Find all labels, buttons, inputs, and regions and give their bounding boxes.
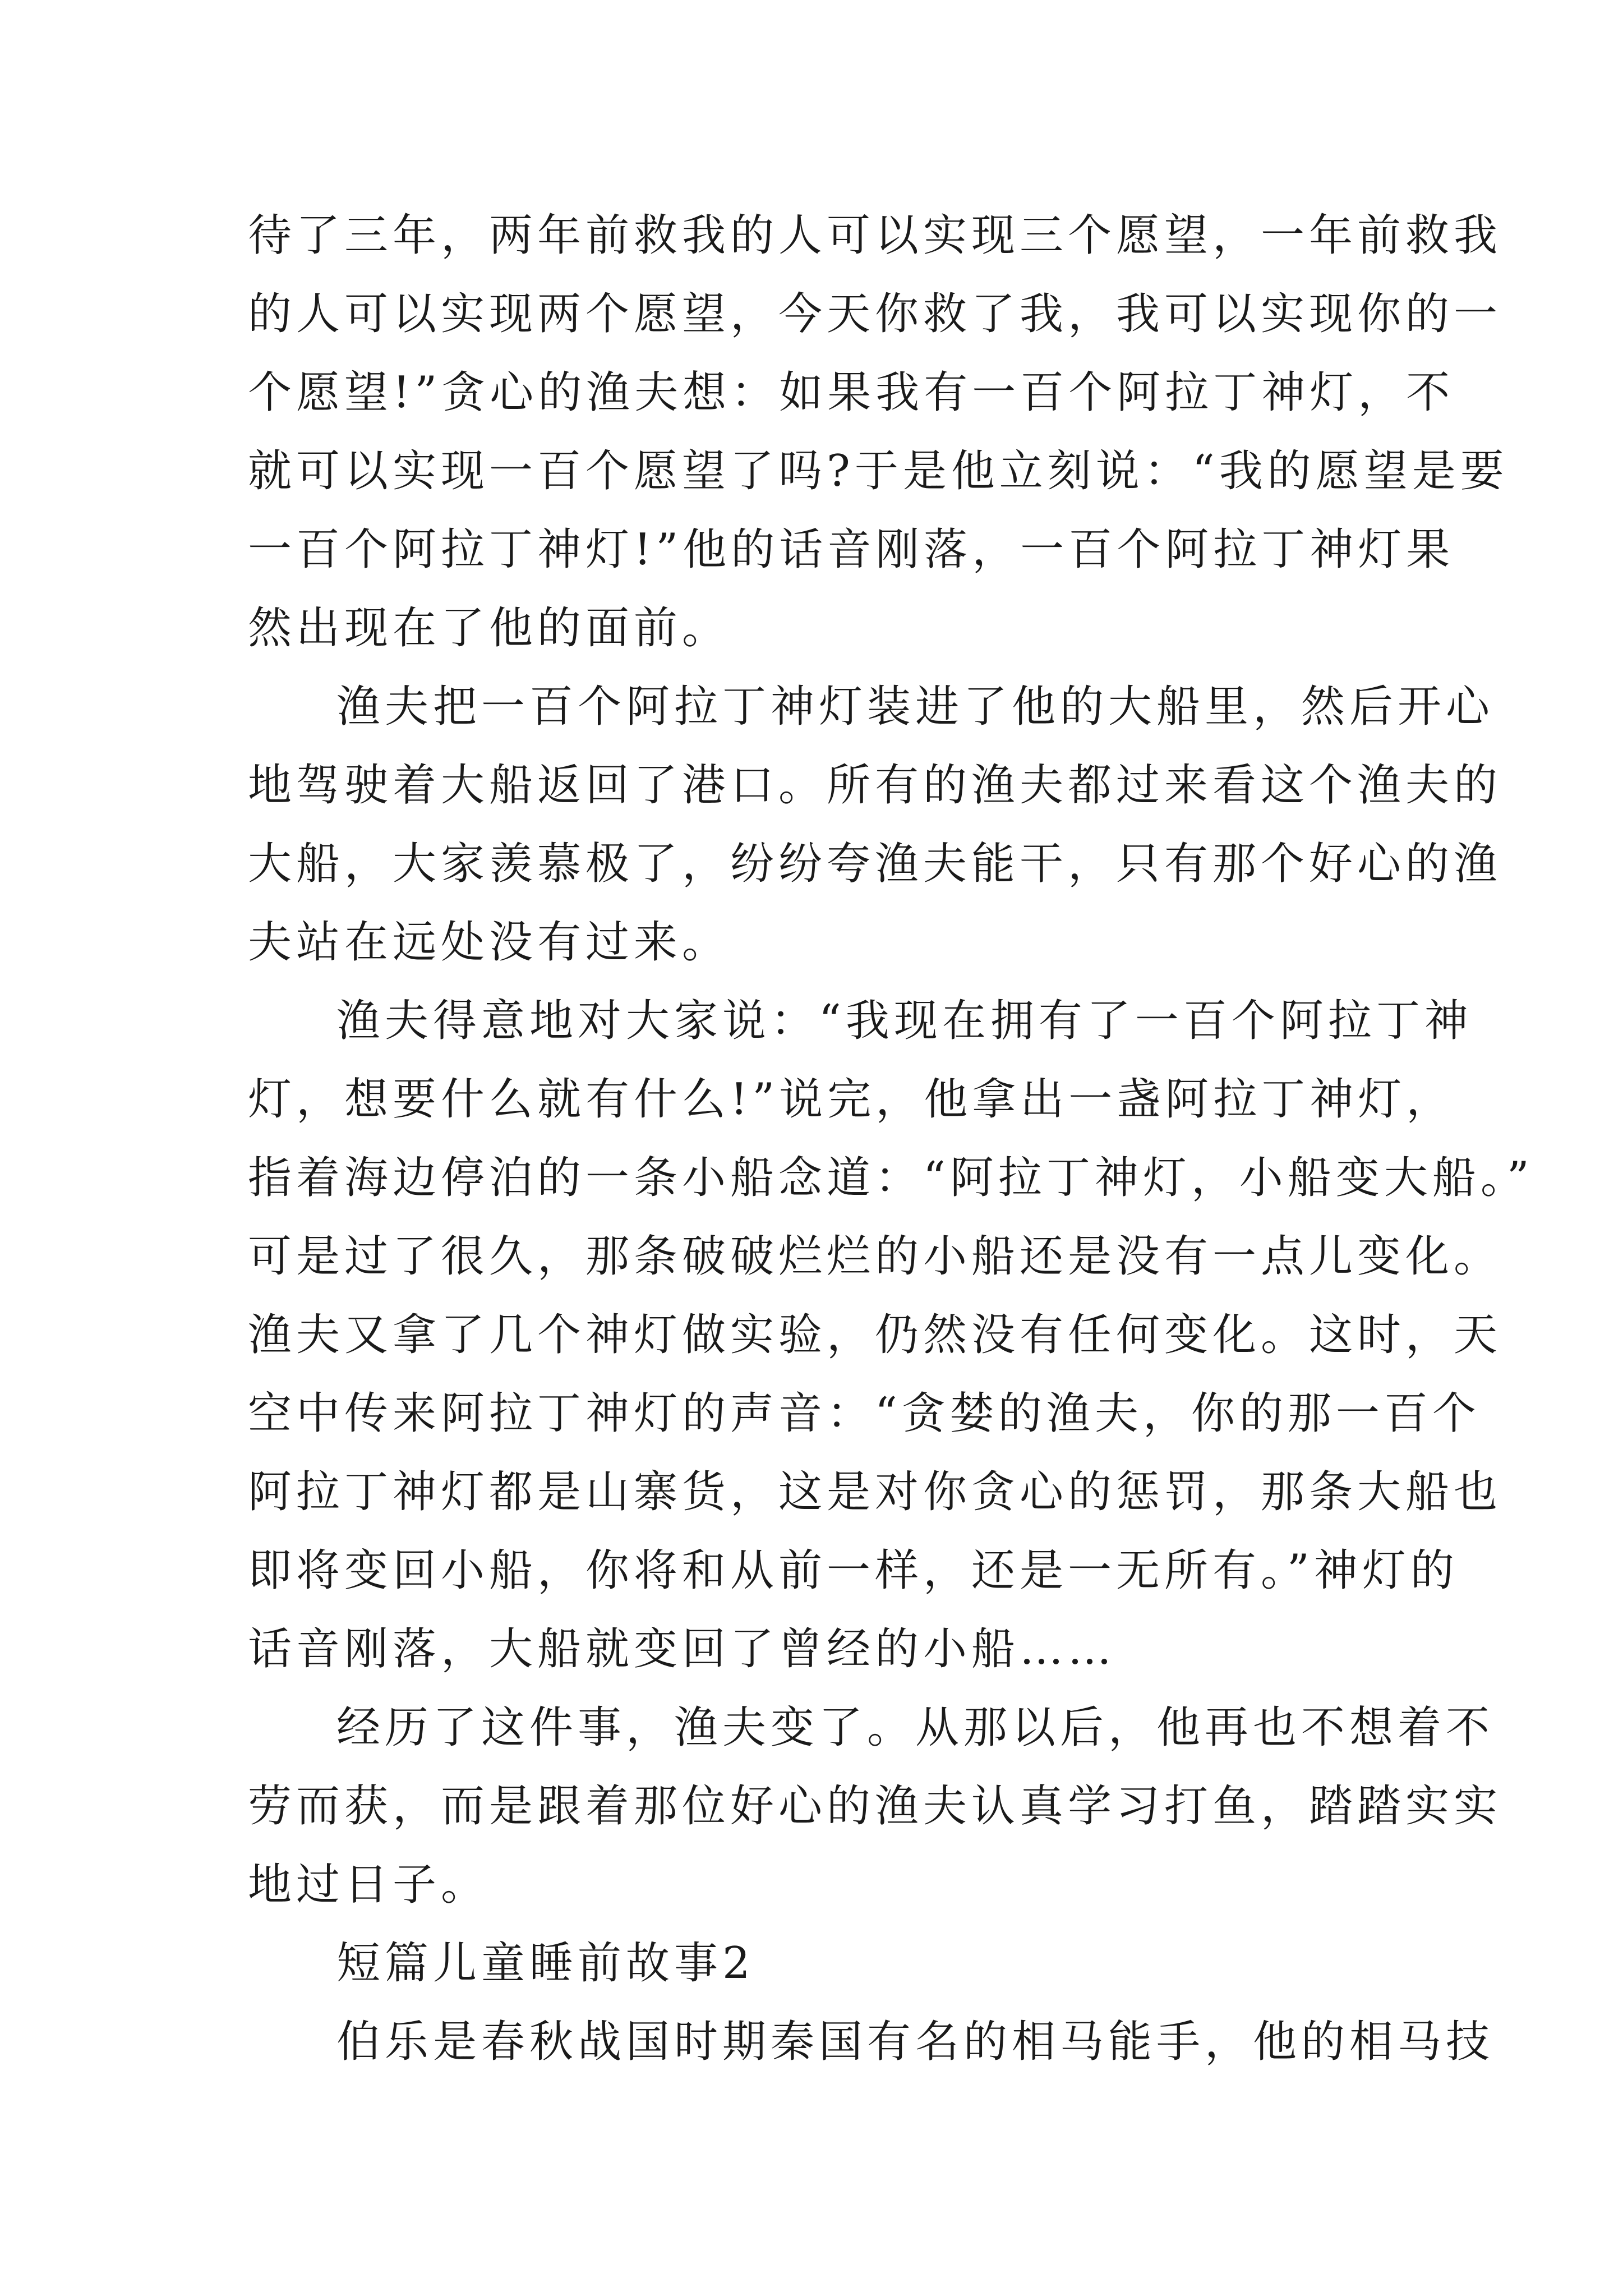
paragraph-first-line: 渔夫得意地对大家说：“我现在拥有了一百个阿拉丁神 [336,996,1473,1046]
text-line: 渔夫又拿了几个神灯做实验，仍然没有任何变化。这时，天 [248,1310,1502,1360]
text-line: 地过日子。 [248,1860,490,1910]
text-line: 地驾驶着大船返回了港口。所有的渔夫都过来看这个渔夫的 [248,760,1502,811]
paragraph-first-line: 伯乐是春秋战国时期秦国有名的相马能手，他的相马技 [336,2017,1495,2067]
text-line: 劳而获，而是跟着那位好心的渔夫认真学习打鱼，踏踏实实 [248,1781,1502,1832]
text-line: 个愿望!”贪心的渔夫想：如果我有一百个阿拉丁神灯，不 [248,367,1455,418]
text-line: 待了三年，两年前救我的人可以实现三个愿望，一年前救我 [248,210,1502,261]
text-line: 指着海边停泊的一条小船念道：“阿拉丁神灯，小船变大船。” [248,1153,1534,1203]
paragraph-first-line: 渔夫把一百个阿拉丁神灯装进了他的大船里，然后开心 [336,682,1495,732]
paragraph-first-line: 经历了这件事，渔夫变了。从那以后，他再也不想着不 [336,1703,1495,1753]
text-line: 话音刚落，大船就变回了曾经的小船…… [248,1624,1117,1674]
text-line: 然出现在了他的面前。 [248,603,731,654]
text-line: 灯，想要什么就有什么!”说完，他拿出一盏阿拉丁神灯， [248,1074,1455,1125]
text-line: 大船，大家羡慕极了，纷纷夸渔夫能干，只有那个好心的渔 [248,839,1502,889]
text-line: 可是过了很久，那条破破烂烂的小船还是没有一点儿变化。 [248,1231,1502,1282]
text-line: 一百个阿拉丁神灯!”他的话音刚落，一百个阿拉丁神灯果 [248,524,1455,575]
text-line: 阿拉丁神灯都是山寨货，这是对你贪心的惩罚，那条大船也 [248,1467,1502,1517]
text-line: 的人可以实现两个愿望，今天你救了我，我可以实现你的一 [248,289,1502,339]
text-line: 就可以实现一百个愿望了吗?于是他立刻说：“我的愿望是要 [248,446,1509,496]
text-line: 夫站在远处没有过来。 [248,917,731,968]
section-heading: 短篇儿童睡前故事2 [336,1938,755,1989]
text-line: 即将变回小船，你将和从前一样，还是一无所有。”神灯的 [248,1545,1459,1596]
text-line: 空中传来阿拉丁神灯的声音：“贪婪的渔夫，你的那一百个 [248,1388,1481,1439]
